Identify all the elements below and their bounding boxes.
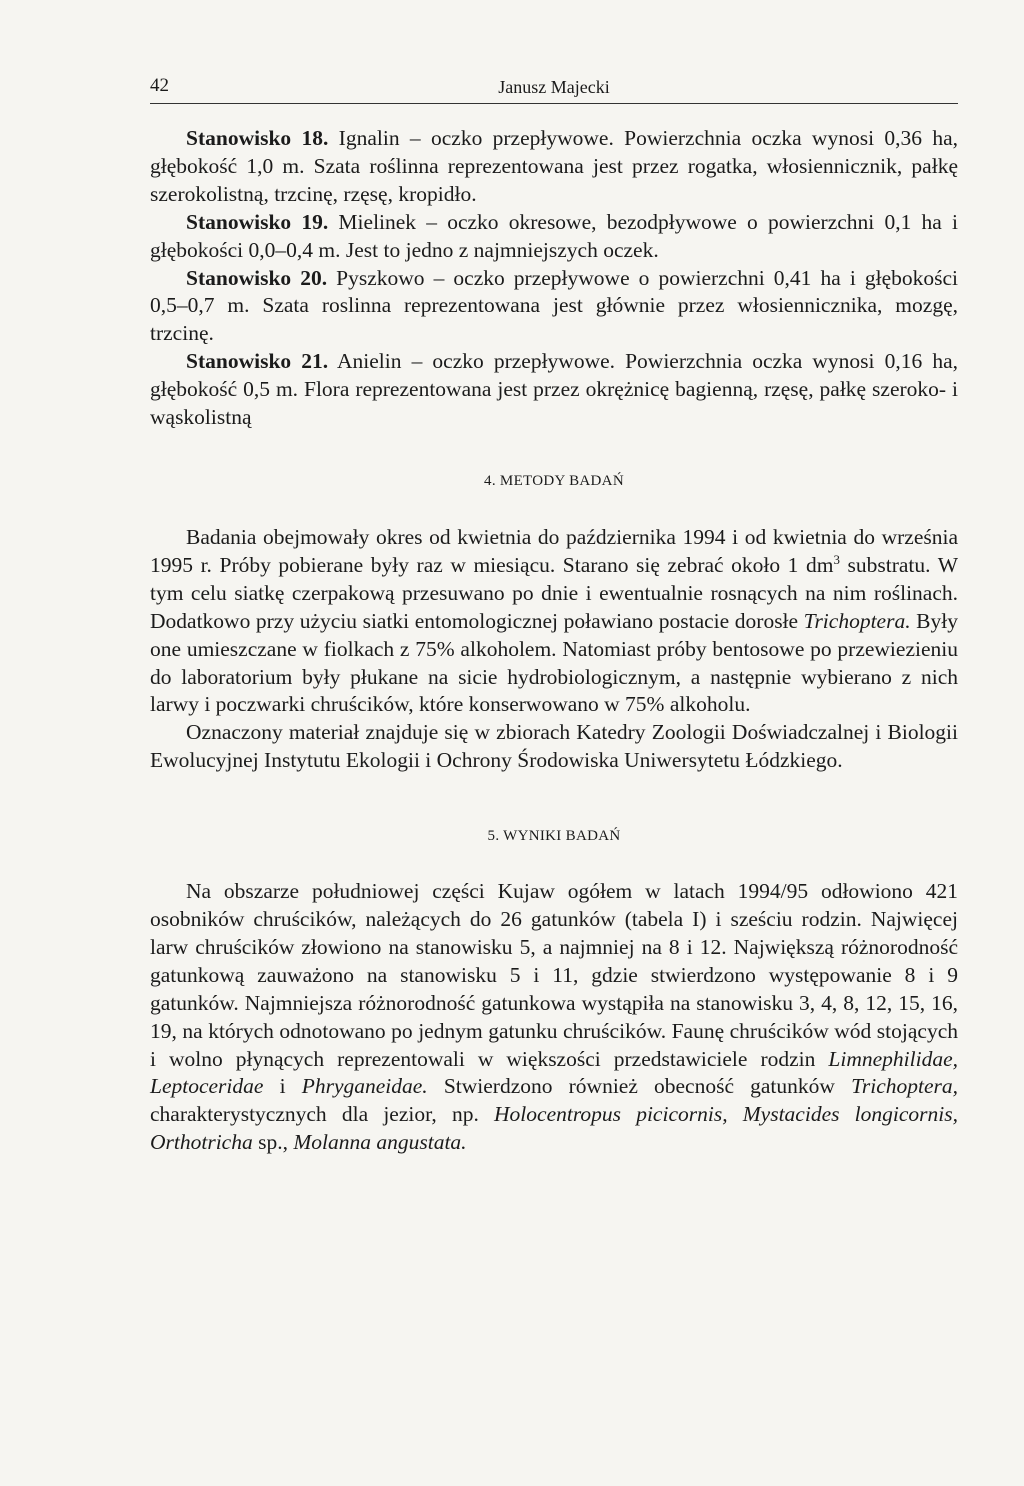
station-label: Stanowisko 18. [186,126,329,150]
text-run: charakterystycznych dla jezior, np. [150,1102,495,1127]
station-descriptions [150,125,958,432]
section-heading-methods: 4. METODY BADAŃ [484,472,624,489]
superscript: 3 [833,552,840,567]
methods-section [150,524,958,775]
station-label: Stanowisko 21. [186,349,329,374]
section-heading-results: 5. WYNIKI BADAŃ [487,828,621,845]
page-number: 42 [150,75,169,96]
taxon-name: Phryganeidae. [301,1074,428,1099]
station-paragraph [150,125,958,209]
station-label: Stanowisko 19. [186,209,329,234]
text-run: sp., [252,1130,294,1155]
methods-paragraph-1 [150,524,958,719]
taxon-name: Trichoptera, [851,1074,958,1099]
text-run: Na obszarze południowej części Kujaw ogółem w latach 1994/95 odłowiono 421 osobników chruścików, należących do 26 gatunków (tabela I) i sześciu rodzin. Najwięcej larw chruścików złowiono na stanowisku 5, a najmniej na 8 i 12. Największą różnorodność gatunkową zauważono na stanowisku 5 i 11, gdzie stwierdzono występowanie 8 i 9 gatunków. Najmniejsza różnorodność gatunkowa wystąpiła na stanowisku 3, 4, 8, 12, 15, 16, 19, na których odnotowano po jednym gatunku chruścików. Faunę chruścików wód stojących i wolno płynących reprezentowali w większości przedstawiciele rodzin [150,879,958,1071]
station-paragraph [150,348,958,432]
station-text: Ignalin – oczko przepływowe. Powierzchnia oczka wynosi 0,36 ha, głębokość 1,0 m. Szata roślinna reprezentowana jest przez rogatka, włosiennicznik, pałkę szerokolistną, trzcinę, rzęsę, kropidło. [150,126,958,206]
station-paragraph [150,265,958,349]
station-text: Anielin – oczko przepływowe. Powierzchnia oczka wynosi 0,16 ha, głębokość 0,5 m. Flora reprezentowana jest przez okrężnicę bagienną, rzęsę, pałkę szeroko- i wąskolistną [150,349,958,430]
station-text: Mielinek – oczko okresowe, bezodpływowe o powierzchni 0,1 ha i głębokości 0,0–0,4 m. Jest to jedno z najmniejszych oczek. [150,209,959,262]
results-paragraph-1 [150,878,958,1157]
text-run: Badania obejmowały okres od kwietnia do października 1994 i od kwietnia do września 1995 r. Próby pobierane były raz w miesiącu. Starano się zebrać około 1 dm [150,524,958,577]
text-run: substratu. W tym celu siatkę czerpakową przesuwano po dnie i ewentualnie rosnących na nim roślinach. Dodatkowo przy użyciu siatki entomologicznej poławiano postacie dorosłe [150,552,958,633]
running-head-author: Janusz Majecki [498,77,610,97]
station-text: Pyszkowo – oczko przepływowe o powierzchni 0,41 ha i głębokości 0,5–0,7 m. Szata roslinna reprezentowana jest głównie przez włosiennicznika, mozgę, trzcinę. [150,265,958,346]
text-run: i [263,1074,302,1099]
station-paragraph [150,209,958,265]
text-run: Były one umieszczane w fiolkach z 75% alkoholem. Natomiast próby bentosowe po przewiezieniu do laboratorium były płukane na sicie hydrobiologicznym, a następnie wybierano z nich larwy i poczwarki chruścików, które konserwowano w 75% alkoholu. [150,608,958,717]
taxon-name: Trichoptera. [803,608,911,633]
body-text [150,125,958,1157]
taxon-name: Holocentropus picicornis, Mystacides longicornis, Orthotricha [150,1102,958,1155]
text-run: Stwierdzono również obecność gatunków [427,1074,852,1099]
methods-paragraph-2: Oznaczony materiał znajduje się w zbiorach Katedry Zoologii Doświadczalnej i Biologii Ewolucyjnej Instytutu Ekologii i Ochrony Środowiska Uniwersytetu Łódzkiego. [150,720,958,773]
page-header [150,75,958,104]
station-label: Stanowisko 20. [186,265,328,290]
taxon-name: Molanna angustata. [293,1130,467,1155]
taxon-name: Limnephilidae, Leptoceridae [150,1046,958,1099]
results-section [150,878,958,1157]
